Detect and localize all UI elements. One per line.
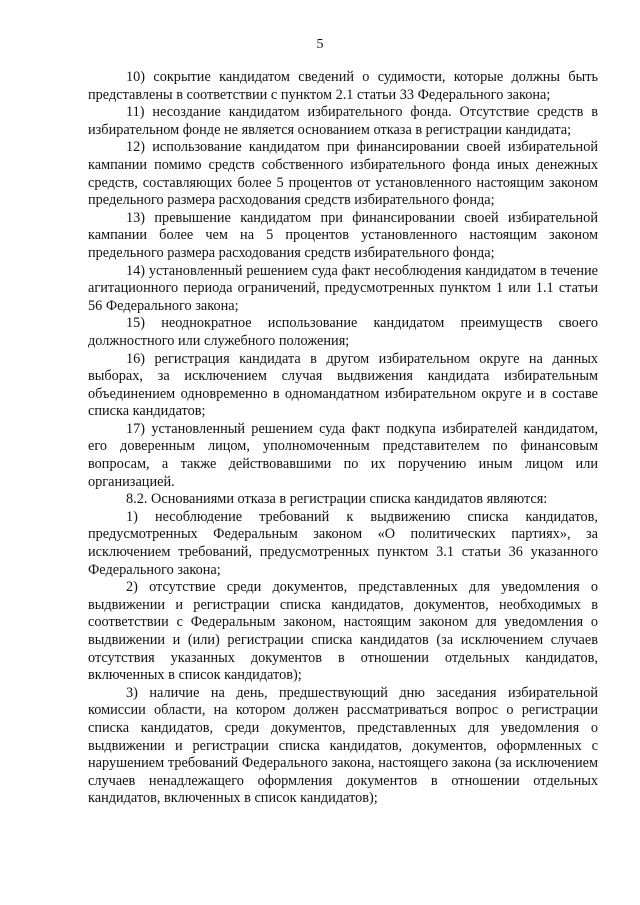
paragraph-item-14: 14) установленный решением суда факт несоблюдения кандидатом в течение агитационного периода ограничений, предусмотренных пунктом 1 или 1.1 статьи 56 Федерального закона;	[88, 262, 598, 314]
paragraph-item-13: 13) превышение кандидатом при финансировании своей избирательной кампании более чем на 5 процентов установленного настоящим законом предельного размера расходования средств избирательного фонда;	[88, 209, 598, 261]
paragraph-list-item-2: 2) отсутствие среди документов, представленных для уведомления о выдвижении и регистрации списка кандидатов, документов, необходимых в соответствии с Федеральным законом, настоящим законом для уведомления о выдвижении и (или) регистрации списка кандидатов (за исключением случаев отсутствия указанных документов в отношении отдельных кандидатов, включенных в список кандидатов);	[88, 579, 598, 684]
paragraph-item-15: 15) неоднократное использование кандидатом преимуществ своего должностного или служебного положения;	[88, 315, 598, 349]
paragraph-item-16: 16) регистрация кандидата в другом избирательном округе на данных выборах, за исключением случая выдвижения кандидата избирательным объединением одновременно в одномандатном избирательном округе и в составе списка кандидатов;	[88, 350, 598, 420]
paragraph-list-item-3: 3) наличие на день, предшествующий дню заседания избирательной комиссии области, на котором должен рассматриваться вопрос о регистрации списка кандидатов, среди документов, представленных для уведомления о выдвижении и регистрации списка кандидатов, документов, оформленных с нарушением требований Федерального закона, настоящего закона (за исключением случаев ненадлежащего оформления документов в отношении отдельных кандидатов, включенных в список кандидатов);	[88, 684, 598, 807]
paragraph-item-10: 10) сокрытие кандидатом сведений о судимости, которые должны быть представлены в соответствии с пунктом 2.1 статьи 33 Федерального закона;	[88, 69, 598, 103]
section-heading-8-2: 8.2. Основаниями отказа в регистрации списка кандидатов являются:	[126, 491, 548, 508]
document-body	[88, 69, 598, 808]
page-number: 5	[316, 37, 324, 52]
paragraph-list-item-1: 1) несоблюдение требований к выдвижению списка кандидатов, предусмотренных Федеральным законом «О политических партиях», за исключением требований, предусмотренных пунктом 3.1 статьи 36 указанного Федерального закона;	[88, 508, 598, 578]
paragraph-item-17: 17) установленный решением суда факт подкупа избирателей кандидатом, его доверенным лицом, уполномоченным представителем по финансовым вопросам, а также действовавшими по их поручению иным лицом или организацией.	[88, 420, 598, 490]
paragraph-item-12: 12) использование кандидатом при финансировании своей избирательной кампании помимо средств собственного избирательного фонда иных денежных средств, составляющих более 5 процентов от установленного настоящим законом предельного размера расходования средств избирательного фонда;	[88, 139, 598, 209]
paragraph-item-11: 11) несоздание кандидатом избирательного фонда. Отсутствие средств в избирательном фонде не является основанием отказа в регистрации кандидата;	[88, 104, 598, 138]
